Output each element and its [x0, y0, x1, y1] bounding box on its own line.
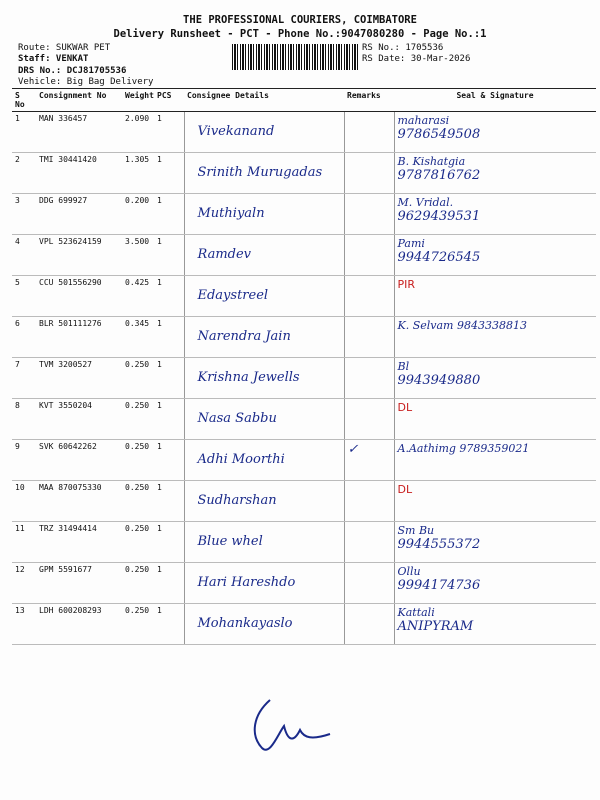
row-consignee — [184, 235, 344, 276]
row-consignee — [184, 399, 344, 440]
pcs-text: 1 — [157, 524, 162, 533]
row-consignment — [36, 563, 122, 604]
weight-text: 0.250 — [125, 606, 150, 615]
consignment-text: GPM 5591677 — [39, 565, 92, 574]
row-weight — [122, 276, 154, 317]
pcs-text: 1 — [157, 237, 162, 246]
row-signature — [394, 194, 596, 235]
pcs-text: 1 — [157, 114, 162, 123]
weight-text: 0.250 — [125, 524, 150, 533]
consignee-name: Vivekanand — [197, 124, 275, 139]
table-row — [12, 358, 596, 399]
consignee-name: Ramdev — [197, 247, 252, 262]
col-consignee: Consignee Details — [184, 89, 344, 112]
sno-text: 2 — [15, 155, 20, 164]
row-signature — [394, 481, 596, 522]
row-weight — [122, 235, 154, 276]
signature-line-1: PIR — [397, 278, 416, 291]
consignee-name: Edaystreel — [197, 288, 269, 303]
row-consignment — [36, 604, 122, 645]
route-label: Route: SUKWAR PET — [18, 43, 111, 53]
row-consignment — [36, 399, 122, 440]
row-sno — [12, 112, 36, 153]
row-pcs — [154, 235, 184, 276]
row-remarks — [344, 276, 394, 317]
consignment-text: TMI 30441420 — [39, 155, 97, 164]
sno-text: 3 — [15, 196, 20, 205]
row-consignee — [184, 194, 344, 235]
signature-line-2: ANIPYRAM — [397, 619, 474, 634]
consignment-text: LDH 600208293 — [39, 606, 102, 615]
col-seal: Seal & Signature — [394, 89, 596, 112]
vehicle-label: Vehicle: Big Bag Delivery — [18, 77, 154, 87]
signature-line-1: A.Aathimg 9789359021 — [397, 442, 530, 455]
row-consignment — [36, 276, 122, 317]
consignment-text: TRZ 31494414 — [39, 524, 97, 533]
row-pcs — [154, 153, 184, 194]
row-sno — [12, 481, 36, 522]
weight-text: 0.425 — [125, 278, 150, 287]
row-signature — [394, 153, 596, 194]
sno-text: 11 — [15, 524, 25, 533]
consignment-text: MAA 870075330 — [39, 483, 102, 492]
rs-date: RS Date: 30-Mar-2026 — [362, 54, 471, 64]
consignment-text: KVT 3550204 — [39, 401, 92, 410]
remark-mark: ✓ — [347, 442, 359, 457]
row-weight — [122, 522, 154, 563]
sno-text: 9 — [15, 442, 20, 451]
row-pcs — [154, 563, 184, 604]
row-consignee — [184, 276, 344, 317]
pcs-text: 1 — [157, 360, 162, 369]
pcs-text: 1 — [157, 483, 162, 492]
row-pcs — [154, 522, 184, 563]
weight-text: 2.090 — [125, 114, 150, 123]
row-remarks — [344, 112, 394, 153]
consignee-name: Narendra Jain — [197, 329, 291, 344]
table-row — [12, 276, 596, 317]
staff-label: Staff: VENKAT — [18, 54, 89, 64]
sno-text: 6 — [15, 319, 20, 328]
row-remarks — [344, 522, 394, 563]
row-consignment — [36, 481, 122, 522]
document-title: THE PROFESSIONAL COURIERS, COIMBATORE — [183, 14, 417, 26]
row-sno — [12, 604, 36, 645]
table-row — [12, 194, 596, 235]
row-remarks — [344, 235, 394, 276]
row-consignee — [184, 522, 344, 563]
sno-text: 8 — [15, 401, 20, 410]
row-remarks — [344, 399, 394, 440]
row-pcs — [154, 358, 184, 399]
runner-signature — [248, 690, 338, 764]
row-consignment — [36, 153, 122, 194]
row-signature — [394, 604, 596, 645]
row-consignee — [184, 481, 344, 522]
col-weight: Weight — [122, 89, 154, 112]
weight-text: 0.250 — [125, 565, 150, 574]
signature-line-1: K. Selvam 9843338813 — [397, 319, 527, 332]
sno-text: 7 — [15, 360, 20, 369]
signature-line-1: DL — [397, 483, 413, 496]
row-weight — [122, 358, 154, 399]
row-weight — [122, 399, 154, 440]
consignee-name: Blue whel — [197, 534, 263, 549]
row-sno — [12, 317, 36, 358]
table-header — [12, 89, 596, 112]
row-sno — [12, 563, 36, 604]
pcs-text: 1 — [157, 442, 162, 451]
pcs-text: 1 — [157, 155, 162, 164]
row-weight — [122, 153, 154, 194]
row-consignment — [36, 358, 122, 399]
signature-line-1: B. Kishatgia — [397, 155, 466, 168]
row-pcs — [154, 276, 184, 317]
row-signature — [394, 563, 596, 604]
pcs-text: 1 — [157, 319, 162, 328]
weight-text: 0.250 — [125, 360, 150, 369]
weight-text: 0.250 — [125, 401, 150, 410]
row-weight — [122, 194, 154, 235]
pcs-text: 1 — [157, 196, 162, 205]
table-row — [12, 522, 596, 563]
row-pcs — [154, 481, 184, 522]
consignee-name: Mohankayaslo — [197, 616, 293, 631]
document-subtitle: Delivery Runsheet - PCT - Phone No.:9047080280 - Page No.:1 — [113, 28, 487, 40]
consignment-text: SVK 60642262 — [39, 442, 97, 451]
row-pcs — [154, 194, 184, 235]
row-sno — [12, 194, 36, 235]
signature-line-1: maharasi — [397, 114, 450, 127]
row-pcs — [154, 317, 184, 358]
row-remarks — [344, 317, 394, 358]
consignee-name: Srinith Murugadas — [197, 165, 323, 180]
table-row — [12, 153, 596, 194]
sno-text: 5 — [15, 278, 20, 287]
row-consignee — [184, 112, 344, 153]
row-weight — [122, 440, 154, 481]
signature-line-2: 9994174736 — [397, 578, 481, 593]
row-remarks — [344, 194, 394, 235]
consignee-name: Adhi Moorthi — [197, 452, 285, 467]
row-consignment — [36, 440, 122, 481]
row-consignment — [36, 522, 122, 563]
row-consignee — [184, 358, 344, 399]
rs-number: RS No.: 1705536 — [362, 43, 444, 53]
row-signature — [394, 276, 596, 317]
row-sno — [12, 153, 36, 194]
signature-line-2: 9943949880 — [397, 373, 481, 388]
col-pcs: PCS — [154, 89, 184, 112]
signature-line-2: 9944726545 — [397, 250, 481, 265]
row-consignment — [36, 317, 122, 358]
row-consignee — [184, 604, 344, 645]
signature-line-1: DL — [397, 401, 413, 414]
sno-text: 13 — [15, 606, 25, 615]
signature-line-1: Bl — [397, 360, 410, 373]
weight-text: 0.250 — [125, 442, 150, 451]
consignment-text: MAN 336457 — [39, 114, 88, 123]
signature-line-1: M. Vridal. — [397, 196, 454, 209]
consignee-name: Sudharshan — [197, 493, 277, 508]
table-row — [12, 112, 596, 153]
table-row — [12, 235, 596, 276]
pcs-text: 1 — [157, 401, 162, 410]
pcs-text: 1 — [157, 565, 162, 574]
pcs-text: 1 — [157, 278, 162, 287]
row-signature — [394, 440, 596, 481]
weight-text: 0.250 — [125, 483, 150, 492]
row-signature — [394, 235, 596, 276]
row-weight — [122, 563, 154, 604]
signature-line-2: 9629439531 — [397, 209, 481, 224]
row-sno — [12, 276, 36, 317]
table-row — [12, 399, 596, 440]
row-remarks — [344, 604, 394, 645]
row-consignee — [184, 440, 344, 481]
row-remarks — [344, 153, 394, 194]
signature-line-1: Sm Bu — [397, 524, 435, 537]
row-signature — [394, 522, 596, 563]
sno-text: 12 — [15, 565, 25, 574]
table-row — [12, 563, 596, 604]
row-sno — [12, 358, 36, 399]
signature-line-2: 9787816762 — [397, 168, 481, 183]
row-signature — [394, 358, 596, 399]
row-signature — [394, 112, 596, 153]
consignee-name: Hari Hareshdo — [197, 575, 296, 590]
row-signature — [394, 317, 596, 358]
consignee-name: Muthiyaln — [197, 206, 265, 221]
row-remarks — [344, 481, 394, 522]
consignee-name: Nasa Sabbu — [197, 411, 277, 426]
row-remarks — [344, 440, 394, 481]
col-remarks: Remarks — [344, 89, 394, 112]
row-sno — [12, 522, 36, 563]
weight-text: 0.200 — [125, 196, 150, 205]
row-weight — [122, 604, 154, 645]
table-row — [12, 481, 596, 522]
row-remarks — [344, 358, 394, 399]
row-pcs — [154, 399, 184, 440]
weight-text: 1.305 — [125, 155, 150, 164]
consignment-text: VPL 523624159 — [39, 237, 102, 246]
row-consignee — [184, 317, 344, 358]
row-consignee — [184, 153, 344, 194]
consignment-text: TVM 3200527 — [39, 360, 92, 369]
weight-text: 3.500 — [125, 237, 150, 246]
row-consignment — [36, 194, 122, 235]
consignment-text: BLR 501111276 — [39, 319, 102, 328]
col-consignment: Consignment No — [36, 89, 122, 112]
drs-number: DRS No.: DCJ81705536 — [18, 66, 127, 76]
table-row — [12, 317, 596, 358]
sno-text: 1 — [15, 114, 20, 123]
row-remarks — [344, 563, 394, 604]
sno-text: 10 — [15, 483, 25, 492]
row-weight — [122, 112, 154, 153]
row-pcs — [154, 604, 184, 645]
signature-line-2: 9944555372 — [397, 537, 481, 552]
signature-line-1: Ollu — [397, 565, 421, 578]
barcode — [232, 44, 358, 70]
row-weight — [122, 481, 154, 522]
consignee-name: Krishna Jewells — [197, 370, 300, 385]
row-sno — [12, 399, 36, 440]
consignment-text: CCU 501556290 — [39, 278, 102, 287]
consignment-text: DDG 699927 — [39, 196, 88, 205]
row-sno — [12, 440, 36, 481]
row-consignment — [36, 235, 122, 276]
col-sno: S No — [12, 89, 36, 112]
table-row — [12, 604, 596, 645]
pcs-text: 1 — [157, 606, 162, 615]
row-pcs — [154, 112, 184, 153]
signature-line-1: Pami — [397, 237, 425, 250]
row-signature — [394, 399, 596, 440]
row-sno — [12, 235, 36, 276]
row-consignee — [184, 563, 344, 604]
sno-text: 4 — [15, 237, 20, 246]
table-row — [12, 440, 596, 481]
signature-line-1: Kattali — [397, 606, 435, 619]
weight-text: 0.345 — [125, 319, 150, 328]
signature-line-2: 9786549508 — [397, 127, 481, 142]
row-pcs — [154, 440, 184, 481]
row-weight — [122, 317, 154, 358]
row-consignment — [36, 112, 122, 153]
runsheet-table — [12, 88, 596, 645]
